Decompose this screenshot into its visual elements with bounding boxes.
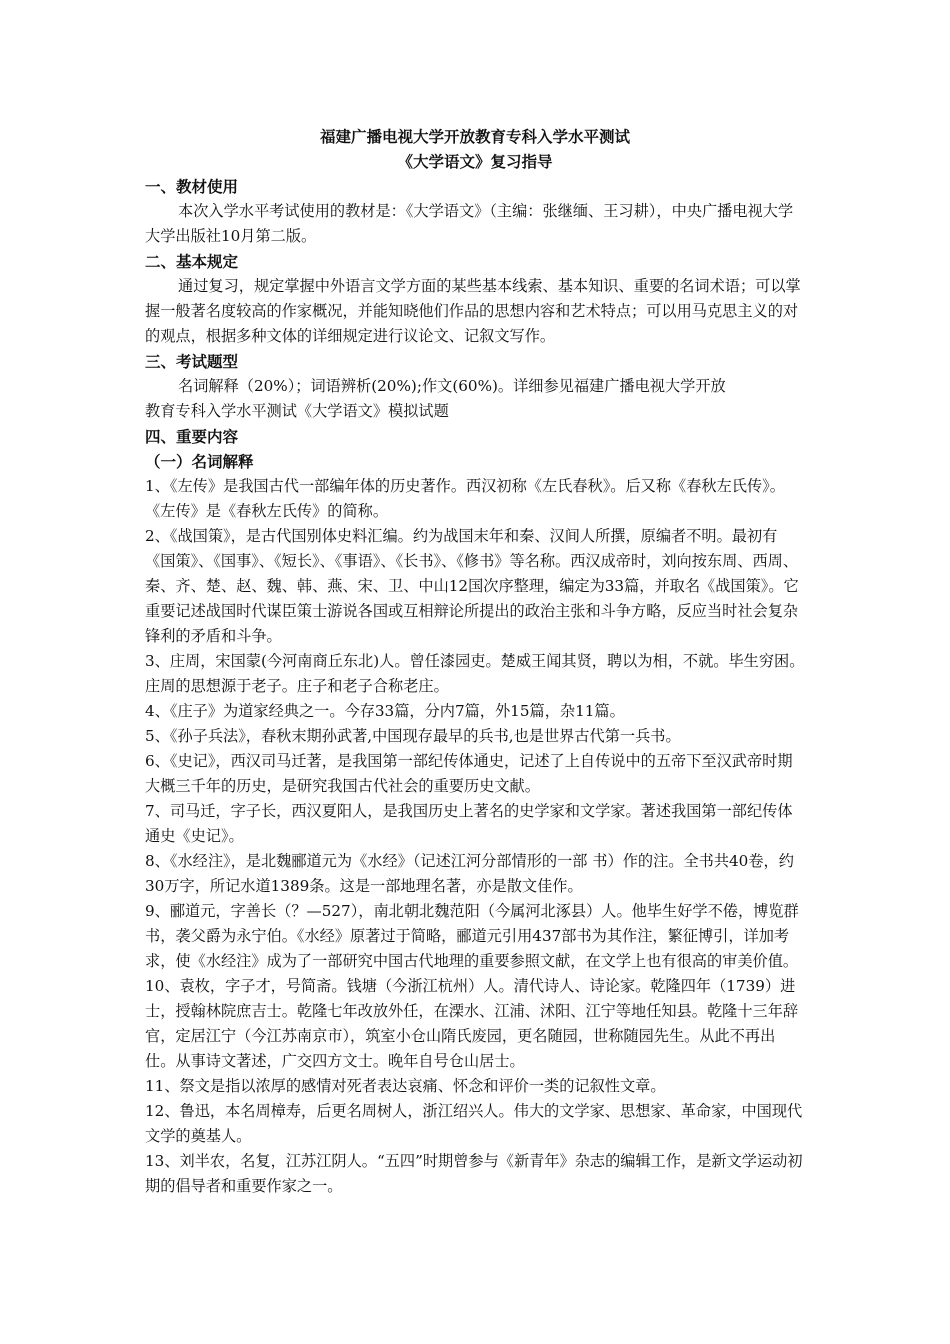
document-page [145,124,805,1199]
section-body-question-types-line1: 名词解释（20%）；词语辨析(20%);作文(60%)。详细参见福建广播电视大学开放 [178,377,726,395]
section-heading-textbook: 一、教材使用 [145,177,239,196]
section-heading-question-types: 三、考试题型 [145,352,239,371]
list-item: 10、袁枚，字子才，号简斋。钱塘（今浙江杭州）人。清代诗人、诗论家。乾隆四年（1739）进士，授翰林院庶吉士。乾隆七年改放外任，在溧水、江浦、沭阳、江宁等地任知县。乾隆十三年辞官，定居江宁（今江苏南京市），筑室小仓山隋氏废园，更名随园，世称随园先生。从此不再出仕。从事诗文著述，广交四方文士。晚年自号仓山居士。 [145,977,799,1070]
list-item: 1、《左传》是我国古代一部编年体的历史著作。西汉初称《左氏春秋》。后又称《春秋左氏传》。《左传》是《春秋左氏传》的简称。 [145,477,785,520]
list-item: 8、《水经注》，是北魏郦道元为《水经》（记述江河分部情形的一部 书）作的注。全书共40卷，约30万字，所记水道1389条。这是一部地理名著，亦是散文佳作。 [145,852,794,895]
list-item: 3、庄周，宋国蒙(今河南商丘东北)人。曾任漆园吏。楚威王闻其贤，聘以为相，不就。毕生穷困。庄周的思想源于老子。庄子和老子合称老庄。 [145,652,805,695]
list-item: 9、郦道元，字善长（？—527），南北朝北魏范阳（今属河北涿县）人。他毕生好学不倦，博览群书，袭父爵为永宁伯。《水经》原著过于简略，郦道元引用437部书为其作注，繁征博引，详加考求，使《水经注》成为了一部研究中国古代地理的重要参照文献，在文学上也有很高的审美价值。 [145,902,799,970]
document-title: 福建广播电视大学开放教育专科入学水平测试 [319,127,630,146]
list-item: 6、《史记》，西汉司马迁著，是我国第一部纪传体通史，记述了上自传说中的五帝下至汉武帝时期大概三千年的历史，是研究我国古代社会的重要历史文献。 [145,752,793,795]
list-item: 13、刘半农，名复，江苏江阴人。“五四”时期曾参与《新青年》杂志的编辑工作，是新文学运动初期的倡导者和重要作家之一。 [145,1152,803,1195]
list-item: 5、《孙子兵法》，春秋末期孙武著,中国现存最早的兵书,也是世界古代第一兵书。 [145,727,681,745]
list-item: 12、鲁迅，本名周樟寿，后更名周树人，浙江绍兴人。伟大的文学家、思想家、革命家，中国现代文学的奠基人。 [145,1102,803,1145]
section-heading-key-content: 四、重要内容 [145,427,239,446]
section-body-textbook: 本次入学水平考试使用的教材是：《大学语文》（主编：张继缅、王习耕），中央广播电视大学大学出版社10月第二版。 [145,202,794,245]
document-subtitle: 《大学语文》复习指导 [397,152,553,171]
section-body-requirements: 通过复习，规定掌握中外语言文学方面的某些基本线索、基本知识、重要的名词术语；可以掌握一般著名度较高的作家概况，并能知晓他们作品的思想内容和艺术特点；可以用马克思主义的对的观点，根据多种文体的详细规定进行议论文、记叙文写作。 [145,277,801,345]
list-item: 7、司马迁，字子长，西汉夏阳人，是我国历史上著名的史学家和文学家。著述我国第一部纪传体通史《史记》。 [145,802,793,845]
list-item: 2、《战国策》，是古代国别体史料汇编。约为战国末年和秦、汉间人所撰，原编者不明。最初有《国策》、《国事》、《短长》、《事语》、《长书》、《修书》等名称。西汉成帝时，刘向按东周、西周、秦、齐、楚、赵、魏、韩、燕、宋、卫、中山12国次序整理，编定为33篇，并取名《战国策》。它重要记述战国时代谋臣策士游说各国或互相辩论所提出的政治主张和斗争方略，反应当时社会复杂锋利的矛盾和斗争。 [145,527,799,645]
list-item: 11、祭文是指以浓厚的感情对死者表达哀痛、怀念和评价一类的记叙性文章。 [145,1077,666,1095]
section-body-question-types-line2: 教育专科入学水平测试《大学语文》模拟试题 [145,402,449,420]
section-heading-requirements: 二、基本规定 [145,252,239,271]
sub-heading-term-definitions: （一）名词解释 [145,452,254,471]
list-item: 4、《庄子》为道家经典之一。今存33篇，分内7篇，外15篇，杂11篇。 [145,702,625,720]
